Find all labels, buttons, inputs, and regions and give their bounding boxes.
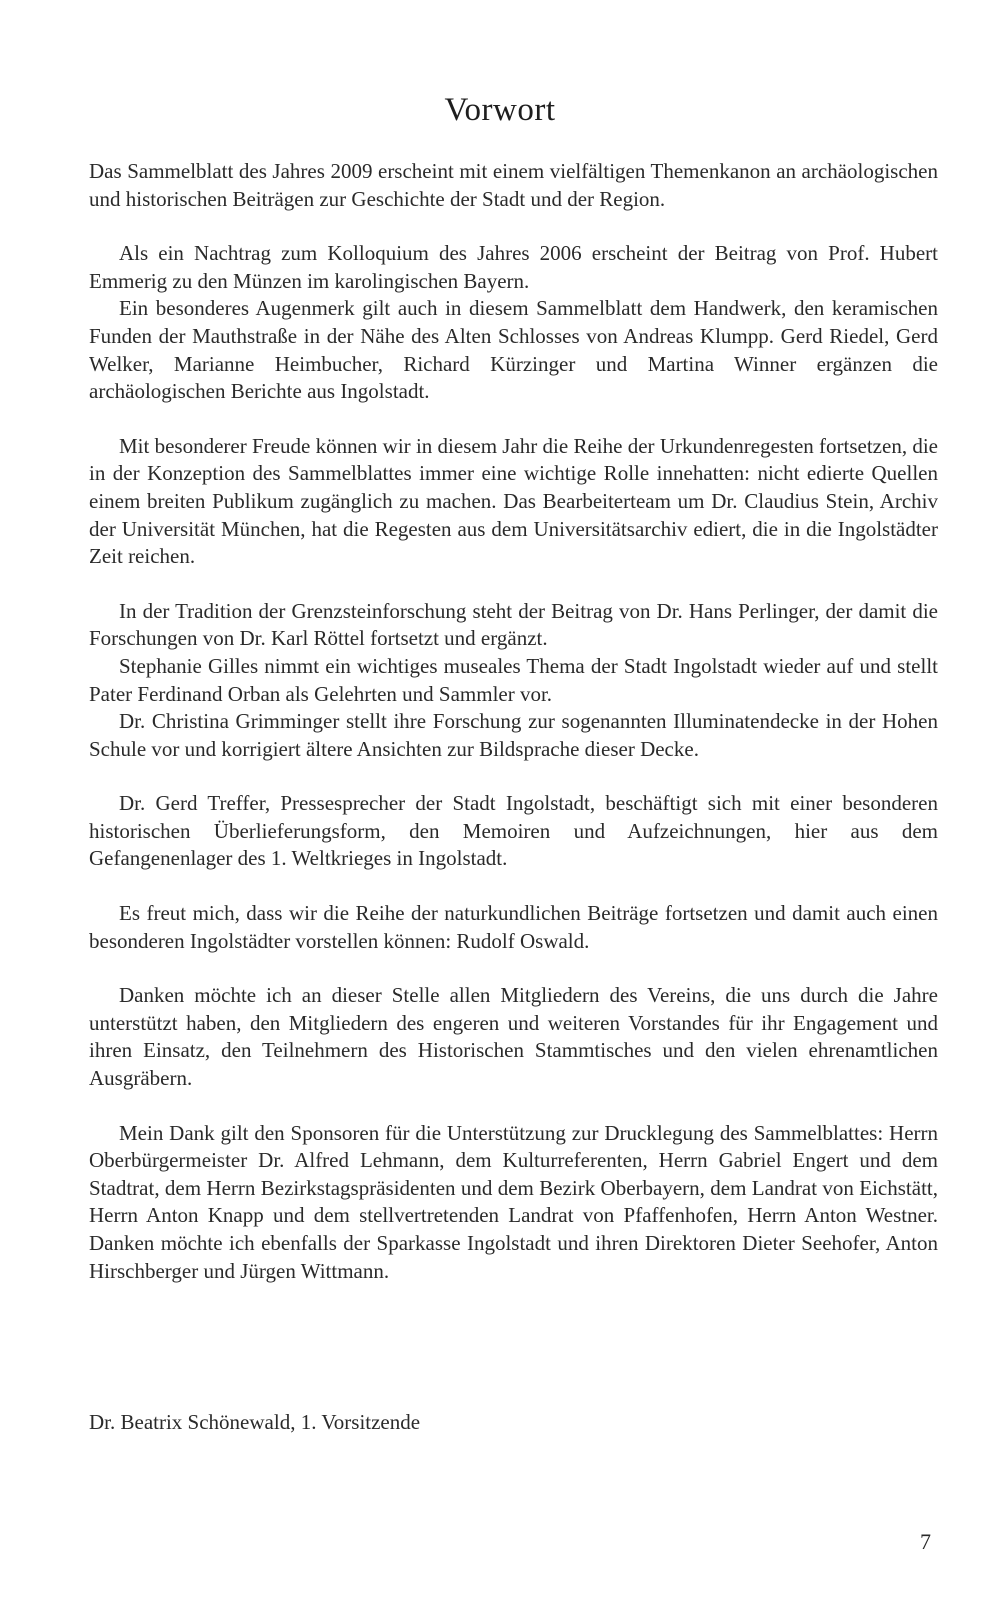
paragraph-treffer: Dr. Gerd Treffer, Pressesprecher der Stadt Ingolstadt, beschäftigt sich mit einer besonderen historischen Überlieferungsform, den Memoiren und Aufzeichnungen, hier aus dem Gefangenenlager des 1. Weltkrieges in Ingolstadt. [89,791,938,871]
page-title: Vorwort [444,92,556,128]
paragraph-grenzsteinforschung: In der Tradition der Grenzsteinforschung steht der Beitrag von Dr. Hans Perlinger, der damit die Forschungen von Dr. Karl Röttel fortsetzt und ergänzt. [89,598,938,651]
page-number: 7 [920,1529,931,1554]
paragraph-dank-sponsoren: Mein Dank gilt den Sponsoren für die Unterstützung zur Drucklegung des Sammelblattes: Herrn Oberbürgermeister Dr. Alfred Lehmann, dem Kulturreferenten, Herrn Gabriel Engert und dem Stadtrat, dem Herrn Bezirkstagspräsidenten und dem Bezirk Oberbayern, dem Landrat von Eichstätt, Herrn Anton Knapp und dem stellvertretenden Landrat von Pfaffenhofen, Herrn Anton Westner. Danken möchte ich ebenfalls der Sparkasse Ingolstadt und ihren Direktoren Dieter Seehofer, Anton Hirschberger und Jürgen Wittmann. [89,1120,938,1283]
paragraph-grimminger: Dr. Christina Grimminger stellt ihre Forschung zur sogenannten Illuminatendecke in der Hohen Schule vor und korrigiert ältere Ansichten zur Bildsprache dieser Decke. [89,709,938,761]
paragraph-intro: Das Sammelblatt des Jahres 2009 erscheint mit einem vielfältigen Themenkanon an archäologischen und historischen Beiträgen zur Geschichte der Stadt und der Region. [89,159,938,211]
paragraph-handwerk: Ein besonderes Augenmerk gilt auch in diesem Sammelblatt dem Handwerk, den keramischen Funden der Mauthstraße in der Nähe des Alten Schlosses von Andreas Klumpp. Gerd Riedel, Gerd Welker, Marianne Heimbucher, Richard Kürzinger und Martina Winner ergänzen die archäologischen Berichte aus Ingolstadt. [89,296,938,404]
paragraph-emmerig: Als ein Nachtrag zum Kolloquium des Jahres 2006 erscheint der Beitrag von Prof. Hubert Emmerig zu den Münzen im karolingischen Bayern. [89,241,938,293]
paragraph-gilles: Stephanie Gilles nimmt ein wichtiges museales Thema der Stadt Ingolstadt wieder auf und stellt Pater Ferdinand Orban als Gelehrten und Sammler vor. [89,653,938,706]
signature: Dr. Beatrix Schönewald, 1. Vorsitzende [89,1410,421,1434]
paragraph-oswald: Es freut mich, dass wir die Reihe der naturkundlichen Beiträge fortsetzen und damit auch einen besonderen Ingolstädter vorstellen können: Rudolf Oswald. [89,901,938,953]
paragraph-dank-mitglieder: Danken möchte ich an dieser Stelle allen Mitgliedern des Vereins, die uns durch die Jahre unterstützt haben, den Mitgliedern des engeren und weiteren Vorstandes für ihr Engagement und ihren Einsatz, den Teilnehmern des Historischen Stammtisches und den vielen ehrenamtlichen Ausgräbern. [89,983,938,1091]
body-text [89,158,938,1285]
paragraph-urkundenregesten: Mit besonderer Freude können wir in diesem Jahr die Reihe der Urkundenregesten fortsetzen, die in der Konzeption des Sammelblattes immer eine wichtige Rolle innehatten: nicht edierte Quellen einem breiten Publikum zugänglich zu machen. Das Bearbeiterteam um Dr. Claudius Stein, Archiv der Universität München, hat die Regesten aus dem Universitätsarchiv ediert, die in die Ingolstädter Zeit reichen. [89,433,938,569]
